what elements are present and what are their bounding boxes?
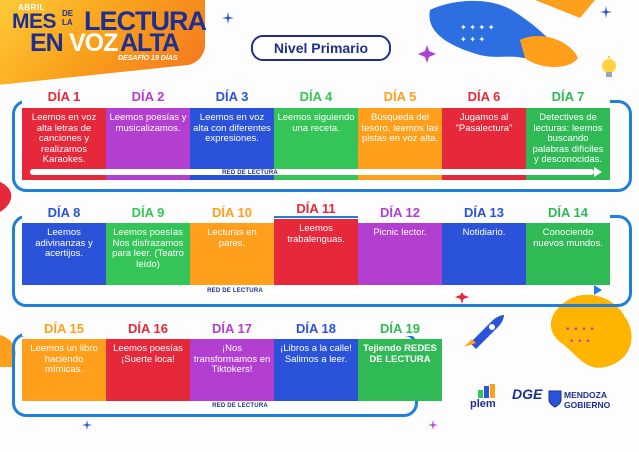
day-activity: ¡Libros a la calle! Salimos a leer.	[274, 339, 358, 401]
day-activity: Leemos poesías y musicalizamos.	[106, 108, 190, 180]
star-icon	[82, 420, 92, 430]
day-activity: Jugamos al "Pasalectura"	[442, 108, 526, 180]
star-icon	[428, 420, 438, 430]
day-label: DÍA 7	[526, 89, 610, 104]
arrow-right-icon	[594, 285, 602, 295]
day-label: DÍA 10	[190, 205, 274, 220]
title-en: EN	[30, 29, 63, 57]
day-label: DÍA 17	[190, 321, 274, 336]
day-label: DÍA 18	[274, 321, 358, 336]
day-label: DÍA 8	[22, 205, 106, 220]
title-lectura: LECTURA	[84, 6, 206, 36]
day-activity: Leemos en voz alta con diferentes expresiones.	[190, 108, 274, 180]
day-label: DÍA 4	[274, 89, 358, 104]
day-activity: Leemos adivinanzas y acertijos.	[22, 223, 106, 285]
day-label: DÍA 1	[22, 89, 106, 104]
day-activity: Conociendo nuevos mundos.	[526, 223, 610, 285]
reading-network-line	[30, 169, 594, 175]
day-activity: Leemos poesías ¡Suerte loca!	[106, 339, 190, 401]
day-label: DÍA 19	[358, 321, 442, 336]
day-label: DÍA 16	[106, 321, 190, 336]
title-voz: VOZ	[69, 29, 118, 57]
flower-icon	[418, 45, 436, 63]
day-activity: Leemos un libro haciendo mímicas.	[22, 339, 106, 401]
title-mes: MES	[12, 10, 57, 33]
title-abril: ABRIL	[18, 3, 45, 12]
svg-text:✦ ✦ ✦ ✦: ✦ ✦ ✦ ✦	[460, 23, 495, 32]
day-label: DÍA 2	[106, 89, 190, 104]
logo-dge	[512, 386, 542, 404]
gobierno-label: GOBIERNO	[564, 400, 611, 410]
day-activity: Notidiario.	[442, 223, 526, 285]
arrow-right-icon	[594, 167, 602, 177]
shield-icon	[548, 390, 562, 408]
reading-network-label: RED DE LECTURA	[212, 403, 268, 409]
plem-label: plem	[470, 398, 496, 410]
title-alta: ALTA	[120, 29, 179, 57]
day-activity: Tejiendo REDES DE LECTURA	[358, 339, 442, 401]
day-label: DÍA 15	[22, 321, 106, 336]
day-label: DÍA 5	[358, 89, 442, 104]
reading-network-line	[30, 287, 594, 293]
day-activity: Picnic lector.	[358, 223, 442, 285]
day-activity: Leemos poesías Nos disfrazamos para leer. (Teatro leído)	[106, 223, 190, 285]
day-label: DÍA 11	[274, 201, 358, 216]
day-activity: ¡Nos transformamos en Tiktokers!	[190, 339, 274, 401]
decorative-orange-wedge-icon	[535, 0, 595, 30]
day-label: DÍA 3	[190, 89, 274, 104]
svg-text:• • • •: • • • •	[565, 325, 595, 335]
day-label: DÍA 6	[442, 89, 526, 104]
mendoza-label: MENDOZA	[564, 390, 607, 400]
rocket-icon	[462, 313, 506, 349]
star-icon	[600, 6, 612, 18]
day-activity: Lecturas en pares.	[190, 223, 274, 285]
day-activity: Leemos en voz alta letras de canciones y realizamos Karaokes.	[22, 108, 106, 180]
day-activity: Leemos siguiendo una receta.	[274, 108, 358, 180]
day-activity: Búsqueda del tesoro, leemos las pistas en voz alta.	[358, 108, 442, 180]
lightbulb-icon	[598, 56, 620, 82]
day-activity: Detectives de lecturas: leemos buscando palabras difíciles y desconocidas.	[526, 108, 610, 180]
plem-logo-icon	[478, 384, 496, 398]
reading-network-label: RED DE LECTURA	[222, 170, 278, 176]
day-label: DÍA 12	[358, 205, 442, 220]
day-label: DÍA 14	[526, 205, 610, 220]
title-desafio: DESAFÍO 19 DÍAS	[118, 55, 178, 62]
star-icon	[222, 12, 234, 24]
day-label: DÍA 9	[106, 205, 190, 220]
title-de-la: DE LA	[62, 9, 74, 27]
svg-text:✦ ✦ ✦: ✦ ✦ ✦	[460, 35, 486, 44]
day-activity: Leemos trabalenguas.	[274, 219, 358, 285]
reading-network-label: RED DE LECTURA	[207, 288, 263, 294]
svg-text:• • •: • • •	[569, 337, 591, 347]
dge-label: DGE	[512, 386, 543, 402]
level-badge: Nivel Primario	[251, 35, 391, 61]
day-label: DÍA 13	[442, 205, 526, 220]
